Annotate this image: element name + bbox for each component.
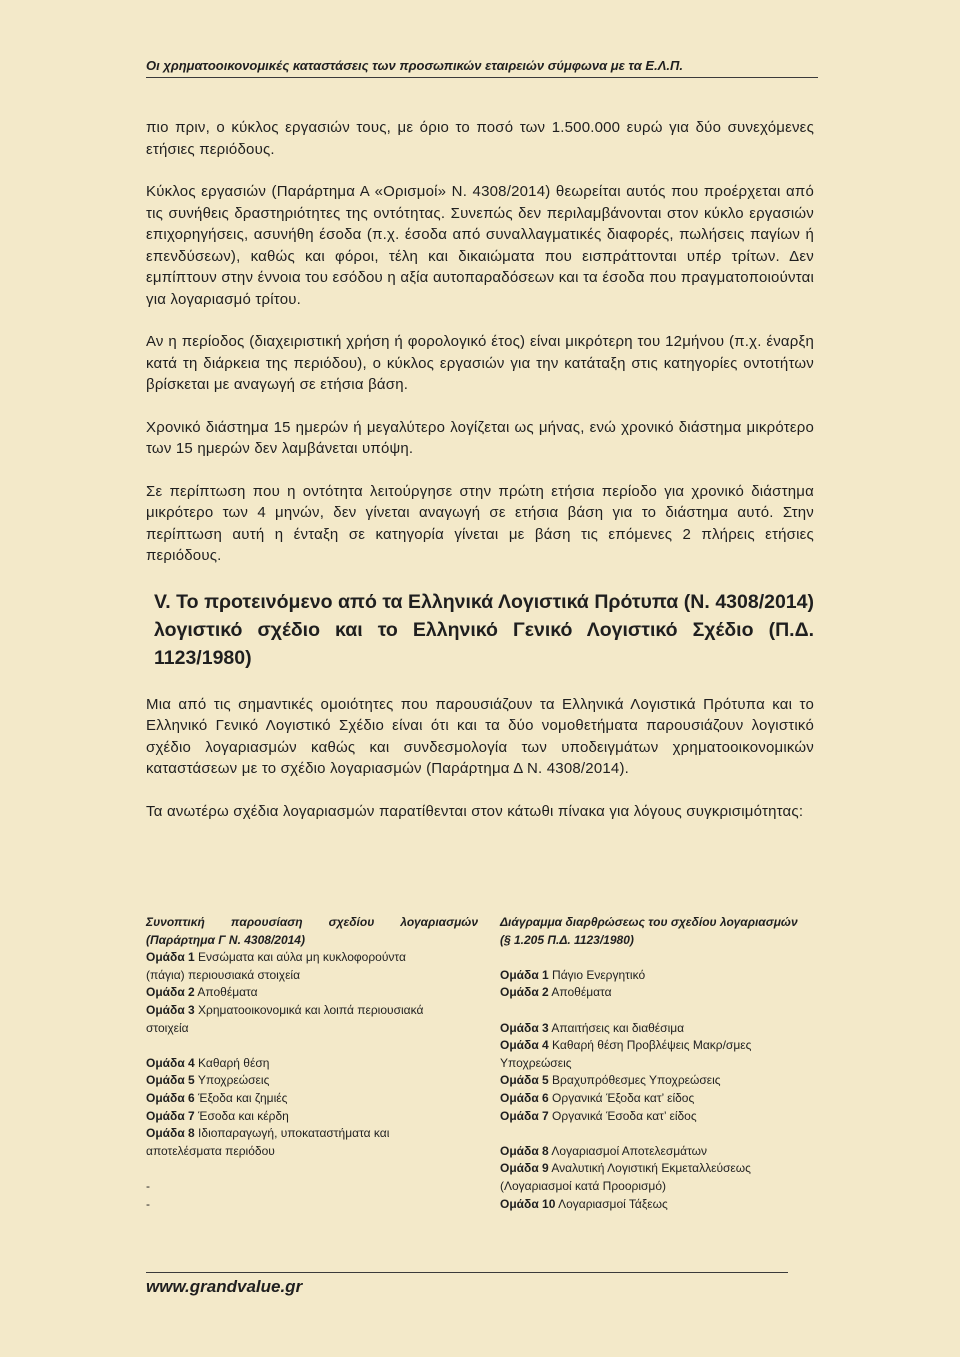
group-description: Ιδιοπαραγωγή, υποκαταστήματα και <box>194 1126 390 1141</box>
table-row <box>500 1143 836 1161</box>
table-row <box>146 1125 478 1143</box>
group-label: Ομάδα 7 <box>500 1108 549 1123</box>
table-row <box>500 1196 836 1214</box>
column-heading <box>500 914 836 949</box>
group-description: Λογαριασμοί Αποτελεσμάτων <box>548 1143 708 1158</box>
table-row <box>500 1178 836 1196</box>
paragraph: Κύκλος εργασιών (Παράρτημα Α «Ορισμοί» Ν. 4308/2014) θεωρείται αυτός που προέρχεται από τις συνήθεις δραστηριότητες της οντότητας. Συνεπώς δεν περιλαμβάνονται στον κύκλο εργασιών επιχορηγήσεις, ασυνήθη έσοδα (π.χ. έσοδα από συναλλαγματικές διαφορές, πωλήσεις παγίων ή επενδύσεων), καθώς και φόροι, τέλη και δικαιώματα που εισπράττονται υπέρ τρίτων. Δεν εμπίπτουν στην έννοια του εσόδου η αξία αυτοπαραδόσεων και τα έσοδα που πραγματοποιούνται για λογαριασμό τρίτου. <box>146 183 814 308</box>
group-label: Ομάδα 8 <box>146 1126 195 1141</box>
group-label: Ομάδα 7 <box>146 1108 195 1123</box>
group-description: Λογαριασμοί Τάξεως <box>555 1196 668 1211</box>
group-description: Καθαρή θέση Προβλέψεις Μακρ/σμες <box>548 1038 752 1053</box>
table-row <box>500 1020 836 1038</box>
table-row <box>500 1037 836 1055</box>
table-row <box>146 1020 478 1038</box>
table-row <box>500 1160 836 1178</box>
right-rows <box>500 949 836 1213</box>
group-description: Αποθέματα <box>548 985 612 1000</box>
group-description: Πάγιο Ενεργητικό <box>548 967 646 982</box>
table-row <box>146 1108 478 1126</box>
main-content <box>146 117 814 843</box>
table-column-right <box>500 914 836 1213</box>
footer-url: www.grandvalue.gr <box>146 1277 303 1296</box>
group-description: - <box>146 1196 150 1211</box>
table-row <box>500 949 836 967</box>
group-label: Ομάδα 4 <box>146 1055 195 1070</box>
group-label: Ομάδα 10 <box>500 1196 556 1211</box>
group-description: Αποθέματα <box>194 985 258 1000</box>
table-row <box>500 1055 836 1073</box>
group-description: αποτελέσματα περιόδου <box>146 1143 275 1158</box>
table-row <box>500 1125 836 1143</box>
table-row <box>500 1072 836 1090</box>
group-description: - <box>146 1178 150 1193</box>
paragraph: Αν η περίοδος (διαχειριστική χρήση ή φορολογικό έτος) είναι μικρότερη του 12μήνου (π.χ. έναρξη κατά τη διάρκεια της περιόδου), ο κύκλος εργασιών για την κατάταξη στις κατηγορίες οντοτήτων βρίσκεται με αναγωγή σε ετήσια βάση. <box>146 333 814 393</box>
table-row <box>146 1160 478 1178</box>
group-label: Ομάδα 6 <box>146 1090 195 1105</box>
group-label: Ομάδα 9 <box>500 1161 549 1176</box>
table-row <box>500 967 836 985</box>
table-column-left <box>146 914 478 1213</box>
group-label: Ομάδα 2 <box>500 985 549 1000</box>
group-description: Ενσώματα και αύλα μη κυκλοφορούντα <box>194 950 406 965</box>
section-title: V. Το προτεινόμενο από τα Ελληνικά Λογιστικά Πρότυπα (Ν. 4308/2014) λογιστικό σχέδιο και το Ελληνικό Γενικό Λογιστικό Σχέδιο (Π.Δ. 1123/1980) <box>154 590 814 669</box>
group-description: Χρηματοοικονομικά και λοιπά περιουσιακά <box>194 1002 424 1017</box>
page-header: Οι χρηματοοικονομικές καταστάσεις των προσωπικών εταιρειών σύμφωνα με τα Ε.Λ.Π. <box>146 58 818 78</box>
table-row <box>146 1178 478 1196</box>
group-description: Υποχρεώσεις <box>500 1055 572 1070</box>
table-row <box>500 984 836 1002</box>
column-heading <box>146 914 478 949</box>
group-description: (πάγια) περιουσιακά στοιχεία <box>146 967 301 982</box>
table-row <box>146 1090 478 1108</box>
group-description: Απαιτήσεις και διαθέσιμα <box>548 1020 685 1035</box>
group-label: Ομάδα 1 <box>146 950 195 965</box>
group-description: Οργανικά Έσοδα κατ’ είδος <box>548 1108 697 1123</box>
group-label: Ομάδα 3 <box>146 1002 195 1017</box>
footer-divider <box>146 1272 788 1273</box>
comparison-table <box>146 914 836 1213</box>
column-heading-line: Διάγραμμα διαρθρώσεως του σχεδίου λογαριασμών <box>500 915 798 929</box>
table-row <box>146 1055 478 1073</box>
group-label: Ομάδα 2 <box>146 985 195 1000</box>
group-label: Ομάδα 5 <box>500 1073 549 1088</box>
group-label: Ομάδα 4 <box>500 1038 549 1053</box>
group-description: Καθαρή θέση <box>194 1055 270 1070</box>
group-description: Αναλυτική Λογιστική Εκμεταλλεύσεως <box>548 1161 751 1176</box>
paragraph: Σε περίπτωση που η οντότητα λειτούργησε στην πρώτη ετήσια περίοδο για χρονικό διάστημα μικρότερο των 4 μηνών, δεν γίνεται αναγωγή σε ετήσια βάση για το διάστημα αυτό. Στην περίπτωση αυτή η ένταξη σε κατηγορία γίνεται με βάση τις επόμενες 2 πλήρεις ετήσιες περιόδους. <box>146 482 814 564</box>
group-label: Ομάδα 3 <box>500 1020 549 1035</box>
table-row <box>146 949 478 967</box>
left-rows <box>146 949 478 1213</box>
group-description: Οργανικά Έξοδα κατ’ είδος <box>548 1090 695 1105</box>
group-label: Ομάδα 5 <box>146 1073 195 1088</box>
group-description: στοιχεία <box>146 1020 189 1035</box>
group-label: Ομάδα 8 <box>500 1143 549 1158</box>
paragraph: πιο πριν, ο κύκλος εργασιών τους, με όριο το ποσό των 1.500.000 ευρώ για δύο συνεχόμενες ετήσιες περιόδους. <box>146 119 814 158</box>
paragraph: Μια από τις σημαντικές ομοιότητες που παρουσιάζουν τα Ελληνικά Λογιστικά Πρότυπα και το Ελληνικό Γενικό Λογιστικό Σχέδιο είναι ότι και τα δύο νομοθετήματα παρουσιάζουν λογιστικό σχέδιο λογαριασμών καθώς και συνδεσμολογία των υποδειγμάτων χρηματοοικονομικών καταστάσεων με το σχέδιο λογαριασμών (Παράρτημα Δ Ν. 4308/2014). <box>146 695 814 777</box>
group-description: Βραχυπρόθεσμες Υποχρεώσεις <box>548 1073 721 1088</box>
paragraph: Χρονικό διάστημα 15 ημερών ή μεγαλύτερο λογίζεται ως μήνας, ενώ χρονικό διάστημα μικρότερο των 15 ημερών δεν λαμβάνεται υπόψη. <box>146 418 814 457</box>
table-row <box>146 1072 478 1090</box>
group-description: Υποχρεώσεις <box>194 1073 270 1088</box>
group-description: (Λογαριασμοί κατά Προορισμό) <box>500 1178 667 1193</box>
table-row <box>500 1090 836 1108</box>
table-row <box>146 1037 478 1055</box>
table-row <box>146 1002 478 1020</box>
table-row <box>500 1108 836 1126</box>
column-heading-line: Συνοπτική παρουσίαση σχεδίου λογαριασμών <box>146 915 478 929</box>
table-row <box>146 1143 478 1161</box>
column-heading-line: (Παράρτημα Γ Ν. 4308/2014) <box>146 932 305 947</box>
group-label: Ομάδα 6 <box>500 1090 549 1105</box>
table-row <box>146 967 478 985</box>
group-label: Ομάδα 1 <box>500 967 549 982</box>
group-description: Έσοδα και κέρδη <box>194 1108 289 1123</box>
table-row <box>146 1196 478 1214</box>
paragraph: Τα ανωτέρω σχέδια λογαριασμών παρατίθενται στον κάτωθι πίνακα για λόγους συγκρισιμότητας: <box>146 802 804 820</box>
table-row <box>500 1002 836 1020</box>
column-heading-line: (§ 1.205 Π.Δ. 1123/1980) <box>500 932 634 947</box>
group-description: Έξοδα και ζημιές <box>194 1090 288 1105</box>
table-row <box>146 984 478 1002</box>
